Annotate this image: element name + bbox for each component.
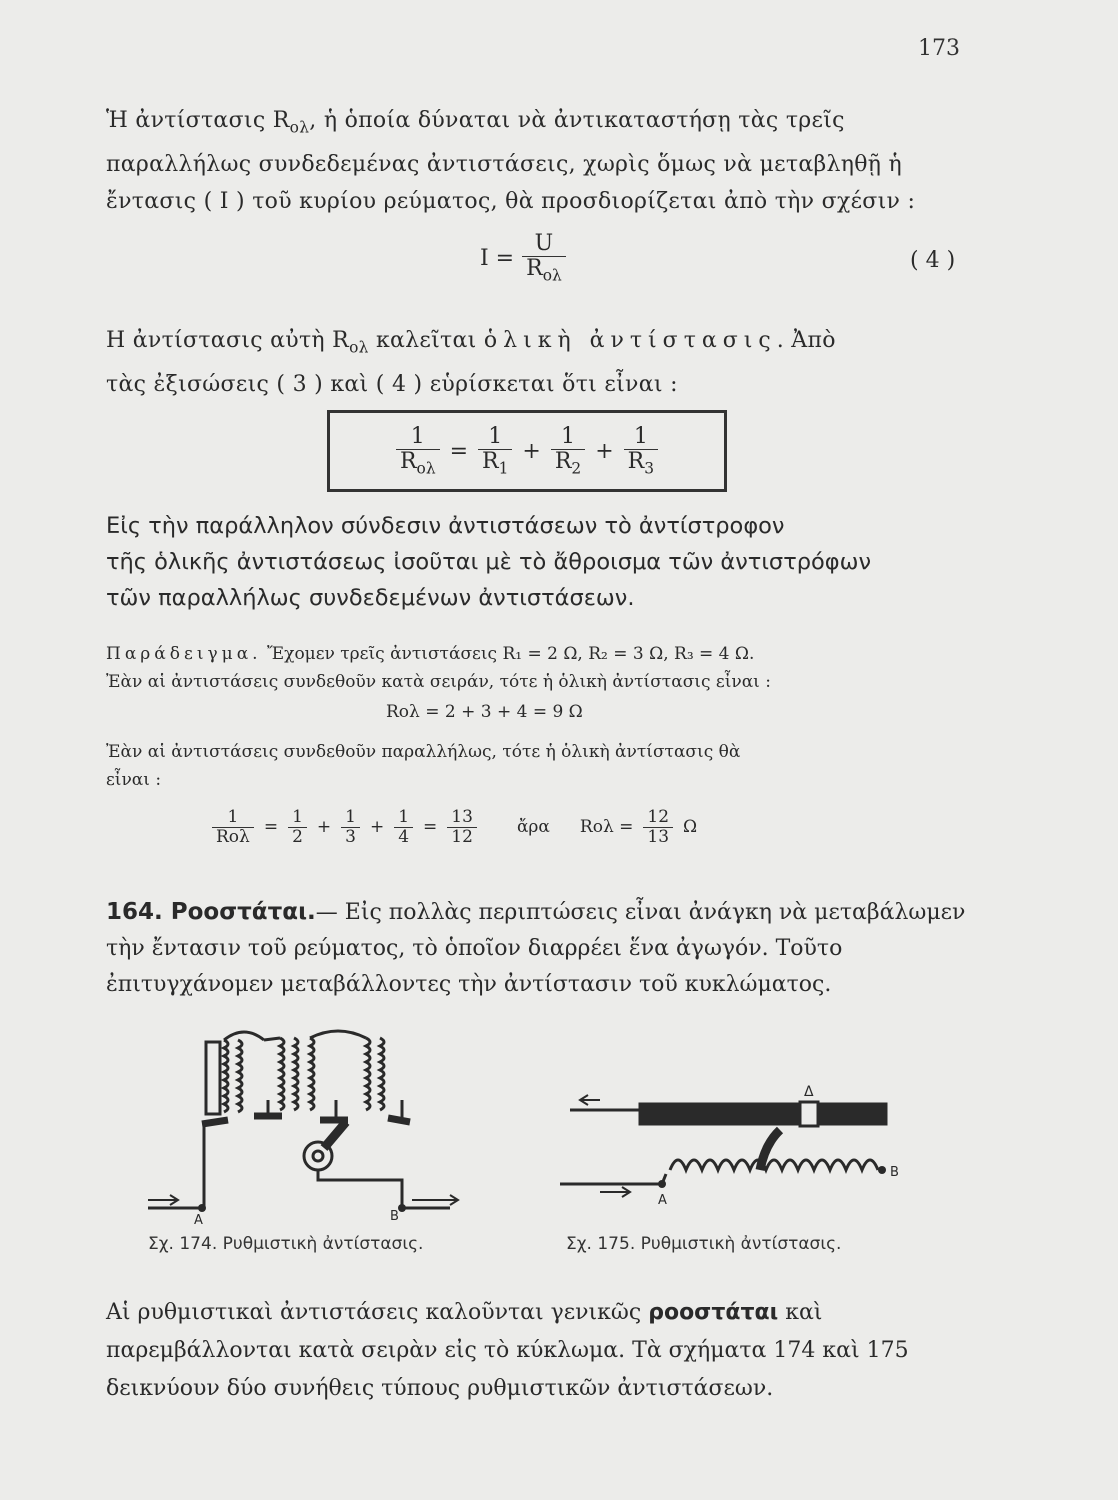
label-B: B (890, 1165, 899, 1180)
text-line: ἔντασις ( I ) τοῦ κυρίου ρεύματος, θὰ προσδιορίζεται ἀπὸ τὴν σχέσιν : (106, 189, 916, 215)
paragraph-total-resistance: Η ἀντίστασις αὐτὴ $R_{o\lambda}$ καλεῖται ὁλικὴ ἀντίστασις. Ἀπὸ τὰς ἐξισώσεις ( 3 ) καὶ ( 4 ) εὑρίσκεται ὅτι εἶναι : (106, 328, 836, 398)
text: Ἡ ἀντίστασις R (106, 108, 290, 133)
caption-174: Σχ. 174. Ρυθμιστικὴ ἀντίστασις. (148, 1234, 424, 1254)
equation-4 (480, 232, 566, 285)
bold-term: ροοστάται (648, 1300, 779, 1325)
paragraph-intro (106, 102, 966, 220)
label-delta: Δ (804, 1084, 814, 1100)
figure-175-diagram (560, 1080, 920, 1220)
rule-statement: Εἰς τὴν παράλληλον σύνδεσιν ἀντιστάσεων τὸ ἀντίστροφον τῆς ὁλικῆς ἀντιστάσεως ἰσοῦται μὲ τὸ ἄθροισμα τῶν ἀντιστρόφων τῶν παραλλήλως συνδεδεμένων ἀντιστάσεων. (106, 513, 872, 611)
example-intro: Παράδειγμα. Ἔχομεν τρεῖς ἀντιστάσεις R₁ = 2 Ω, R₂ = 3 Ω, R₃ = 4 Ω. Ἐὰν αἱ ἀντιστάσεις συνδεθοῦν κατὰ σειράν, τότε ἡ ὁλικὴ ἀντίστασις εἶναι : (106, 644, 771, 692)
spaced-term: ὁλικὴ ἀντίστασις (483, 328, 777, 353)
series-result: Rολ = 2 + 3 + 4 = 9 Ω (386, 702, 583, 722)
fraction (522, 232, 566, 285)
caption-175: Σχ. 175. Ρυθμιστικὴ ἀντίστασις. (566, 1234, 842, 1254)
parallel-calculation: $\frac{1}{\text{Rολ}}$ = $\frac{1}{2}$ + $\frac{1}{3}$ + $\frac{1}{4}$ = $\frac{13}{12}$ ἄρα Rολ = $\frac{12}{13}$ Ω (212, 808, 697, 846)
section-heading: 164. Ροοστάται. (106, 899, 316, 925)
label-A: A (194, 1213, 203, 1228)
figure-174-diagram (140, 1020, 480, 1230)
label-A: A (658, 1193, 667, 1208)
text: , ἡ ὁποία δύναται νὰ ἀντικαταστήσῃ τὰς τρεῖς (309, 108, 845, 133)
example-parallel: Ἐὰν αἱ ἀντιστάσεις συνδεθοῦν παραλλήλως, τότε ἡ ὁλικὴ ἀντίστασις θὰ εἶναι : (106, 742, 741, 790)
numerator: U (534, 231, 554, 256)
subscript: ολ (289, 118, 310, 137)
label-B: B (390, 1209, 399, 1224)
eq-lhs: I = (480, 245, 515, 271)
denominator: $R_{o\lambda}$ (522, 256, 566, 284)
example-label: Παράδειγμα. (106, 644, 262, 664)
section-164: 164. Ροοστάται.— Εἰς πολλὰς περιπτώσεις εἶναι ἀνάγκη νὰ μεταβάλωμεν τὴν ἔντασιν τοῦ ρεύματος, τὸ ὁποῖον διαρρέει ἕνα ἀγωγόν. Τοῦτο ἐπιτυγχάνομεν μεταβάλλοντες τὴν ἀντίστασιν τοῦ κυκλώματος. (106, 899, 966, 997)
boxed-formula: $\frac{1}{R_{o\lambda}}$ = $\frac{1}{R_1}$ + $\frac{1}{R_2}$ + $\frac{1}{R_3}$ (327, 410, 727, 492)
closing-paragraph: Αἱ ρυθμιστικαὶ ἀντιστάσεις καλοῦνται γενικῶς ροοστάται καὶ παρεμβάλλονται κατὰ σειρὰν εἰς τὸ κύκλωμα. Τὰ σχήματα 174 καὶ 175 δεικνύουν δύο συνήθεις τύπους ρυθμιστικῶν ἀντιστάσεων. (106, 1300, 909, 1401)
text-line: παραλλήλως συνδεδεμένας ἀντιστάσεις, χωρὶς ὅμως νὰ μεταβληθῇ ἡ (106, 152, 903, 178)
page-number: 173 (918, 36, 960, 61)
equation-label: ( 4 ) (910, 248, 956, 273)
